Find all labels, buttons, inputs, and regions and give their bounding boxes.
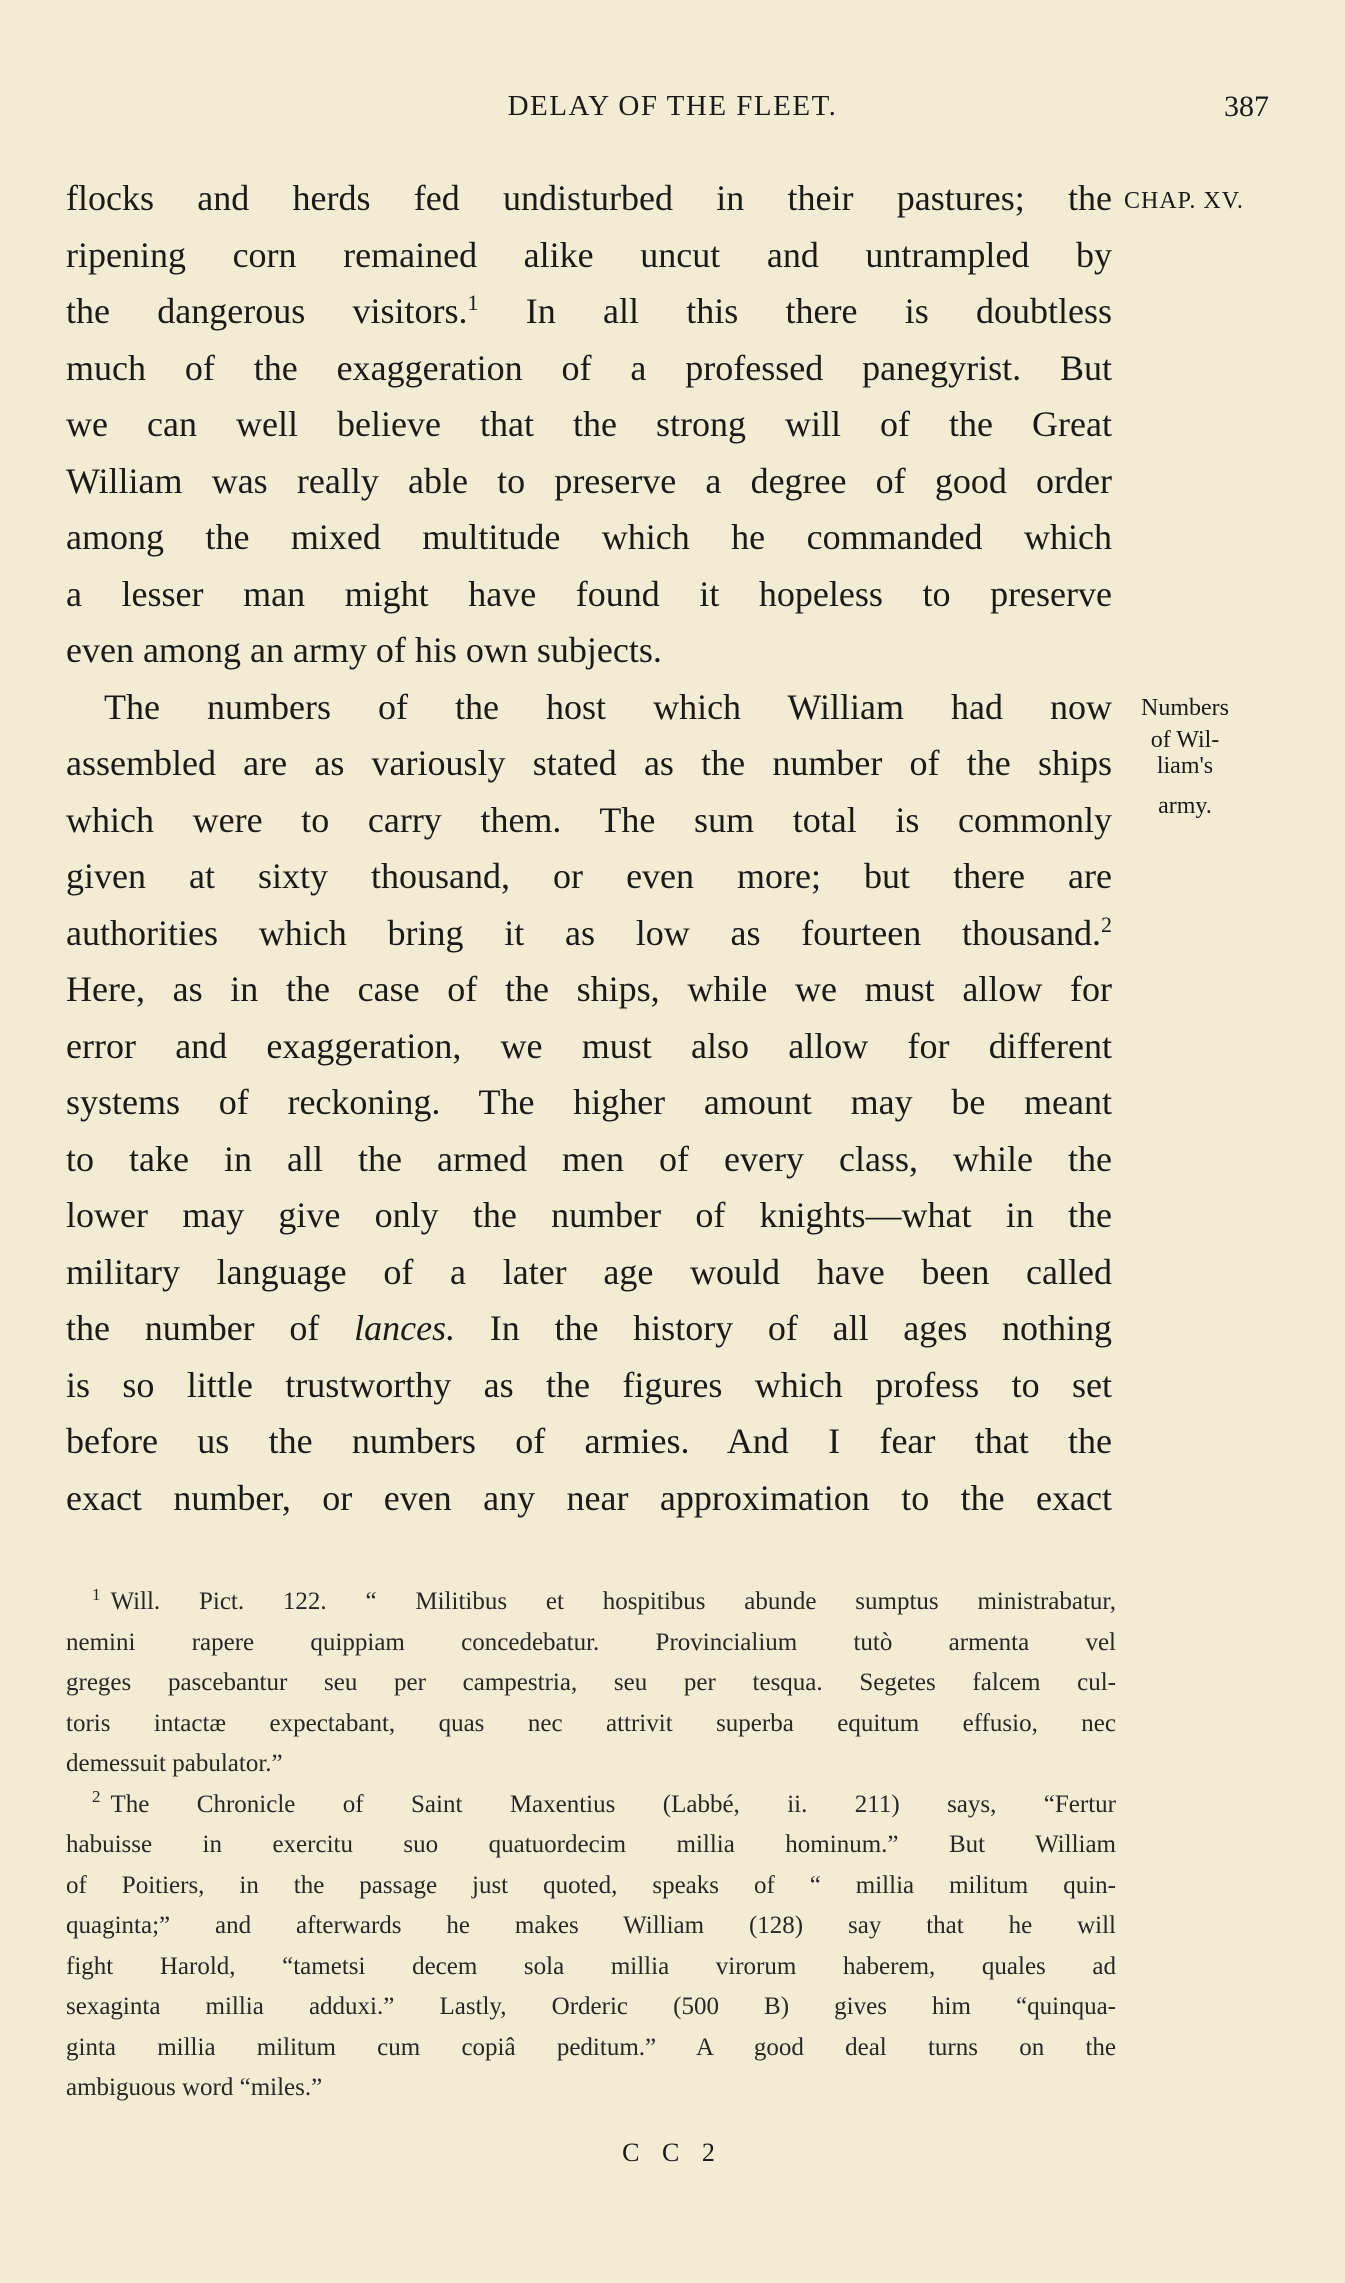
body-line: flocks and herds fed undisturbed in their pastures; the bbox=[66, 178, 1112, 218]
footnote-text: The Chronicle of Saint Maxentius (Labbé, ii. 211) says, “Fertur bbox=[110, 1790, 1116, 1818]
footnote-line: of Poitiers, in the passage just quoted, speaks of “ millia militum quin- bbox=[66, 1871, 1116, 1899]
footnote-text: Will. Pict. 122. “ Militibus et hospitibus abunde sumptus ministrabatur, bbox=[110, 1588, 1116, 1615]
footnotes bbox=[66, 1582, 1116, 2109]
body-line: much of the exaggeration of a professed panegyrist. But bbox=[66, 347, 1112, 388]
body-line bbox=[66, 905, 1112, 962]
footnote-line: demessuit pabulator.” bbox=[66, 1750, 283, 1777]
body-line: even among an army of his own subjects. bbox=[66, 630, 662, 670]
running-title: DELAY OF THE FLEET. bbox=[507, 90, 838, 122]
page-number: 387 bbox=[1224, 90, 1269, 123]
side-note-line: liam's bbox=[1156, 753, 1214, 779]
footnote-mark: 2 bbox=[92, 1787, 101, 1807]
body-line-text: authorities which bring it as low as fourteen thousand. bbox=[66, 912, 1101, 953]
footnote-line: sexaginta millia adduxi.” Lastly, Orderic (500 B) gives him “quinqua- bbox=[66, 1993, 1116, 2020]
side-note-line: army. bbox=[1158, 793, 1212, 819]
body-line: to take in all the armed men of every class, while the bbox=[66, 1138, 1112, 1179]
side-note-line: of Wil- bbox=[1150, 727, 1220, 753]
body-line: ripening corn remained alike uncut and untrampled by bbox=[66, 234, 1112, 275]
body-line: William was really able to preserve a degree of good order bbox=[66, 460, 1112, 501]
side-note bbox=[1118, 696, 1252, 818]
running-head bbox=[0, 90, 1345, 130]
body-line: Here, as in the case of the ships, while we must allow for bbox=[66, 969, 1112, 1009]
body-line: military language of a later age would have been called bbox=[66, 1251, 1112, 1292]
body-line: is so little trustworthy as the figures which profess to set bbox=[66, 1364, 1112, 1405]
footnote-mark: 1 bbox=[92, 1584, 101, 1604]
body-line: given at sixty thousand, or even more; but there are bbox=[66, 856, 1112, 896]
body-line bbox=[66, 1300, 1112, 1357]
body-line: which were to carry them. The sum total is commonly bbox=[66, 799, 1112, 840]
footnote-ref: 2 bbox=[1101, 911, 1112, 937]
footnote-line bbox=[66, 1785, 1116, 1826]
side-note-line: Numbers bbox=[1141, 695, 1229, 721]
footnote-line: quaginta;” and afterwards he makes William (128) say that he will bbox=[66, 1912, 1116, 1939]
footnote-line: nemini rapere quippiam concedebatur. Provincialium tutò armenta vel bbox=[66, 1628, 1116, 1656]
footnote-line: greges pascebantur seu per campestria, seu per tesqua. Segetes falcem cul- bbox=[66, 1669, 1116, 1696]
body-line-text: In the history of all ages nothing bbox=[455, 1308, 1112, 1348]
italic-word: lances. bbox=[354, 1308, 456, 1348]
body-line: exact number, or even any near approximation to the exact bbox=[66, 1477, 1112, 1518]
footnote-line bbox=[66, 1582, 1116, 1623]
footnote-line: fight Harold, “tametsi decem sola millia virorum haberem, quales ad bbox=[66, 1952, 1116, 1980]
body-line: The numbers of the host which William had now bbox=[104, 686, 1112, 727]
body-line bbox=[66, 283, 1112, 340]
chapter-marker: CHAP. XV. bbox=[1124, 188, 1244, 214]
body-line: lower may give only the number of knights—what in the bbox=[66, 1195, 1112, 1235]
body-line-text: the number of bbox=[66, 1308, 355, 1348]
footnote-line: ambiguous word “miles.” bbox=[66, 2074, 323, 2101]
body-line: assembled are as variously stated as the number of the ships bbox=[66, 743, 1112, 783]
body-line: error and exaggeration, we must also allow for different bbox=[66, 1025, 1112, 1066]
body-line: we can well believe that the strong will of the Great bbox=[66, 404, 1112, 444]
footnote-line: ginta millia militum cum copiâ peditum.” A good deal turns on the bbox=[66, 2033, 1116, 2061]
body-line: before us the numbers of armies. And I fear that the bbox=[66, 1421, 1112, 1461]
signature-mark: C C 2 bbox=[622, 2138, 723, 2167]
body-line: systems of reckoning. The higher amount may be meant bbox=[66, 1082, 1112, 1122]
footnote-line: habuisse in exercitu suo quatuordecim millia hominum.” But William bbox=[66, 1831, 1116, 1858]
footnote-line: toris intactæ expectabant, quas nec attrivit superba equitum effusio, nec bbox=[66, 1709, 1116, 1737]
footnote-ref: 1 bbox=[467, 290, 479, 315]
body-line: a lesser man might have found it hopeless to preserve bbox=[66, 573, 1112, 614]
body-line: among the mixed multitude which he commanded which bbox=[66, 517, 1112, 557]
body-line-text: In all this there is doubtless bbox=[478, 291, 1112, 331]
body-line-text: the dangerous visitors. bbox=[66, 291, 468, 331]
body-text bbox=[66, 170, 1112, 1526]
